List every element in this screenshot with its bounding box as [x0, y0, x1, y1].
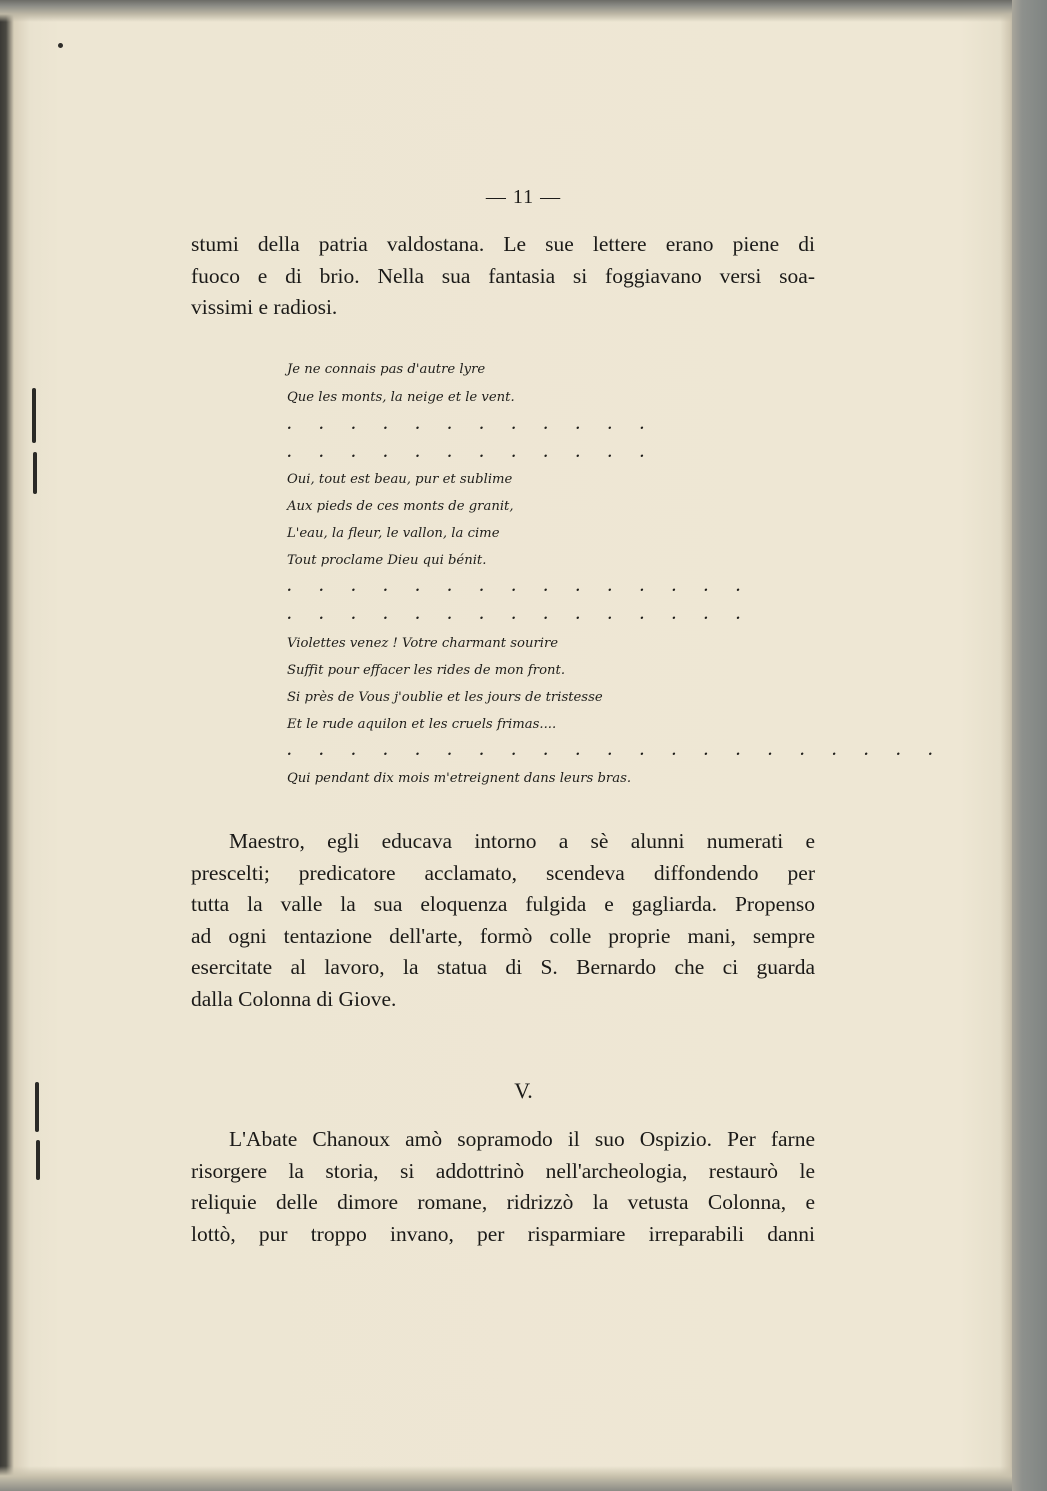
ellipsis-row: . . . . . . . . . . . . . . . . . . . . .	[287, 744, 945, 759]
binding-thread-mark	[33, 452, 37, 494]
verse-line: Violettes venez ! Votre charmant sourire	[287, 636, 559, 651]
verse-line: Que les monts, la neige et le vent.	[287, 390, 515, 405]
verse-line: Et le rude aquilon et les cruels frimas....	[287, 717, 557, 732]
verse-line: Aux pieds de ces monts de granit,	[287, 499, 514, 514]
verse-line: Si près de Vous j'oublie et les jours de tristesse	[287, 690, 603, 705]
ellipsis-row: . . . . . . . . . . . . . . .	[287, 580, 752, 595]
text-line: ad ogni tentazione dell'arte, formò colle proprie mani, sempre	[191, 923, 815, 948]
verse-line: Suffit pour effacer les rides de mon front.	[287, 663, 566, 678]
page-bottom-edge	[0, 1466, 1047, 1491]
ellipsis-row: . . . . . . . . . . . .	[287, 418, 656, 433]
verse-line: Qui pendant dix mois m'etreignent dans leurs bras.	[287, 771, 632, 786]
text-line: dalla Colonna di Giove.	[191, 986, 397, 1011]
section-heading: V.	[514, 1078, 533, 1103]
ellipsis-row: . . . . . . . . . . . . . . .	[287, 608, 752, 623]
verse-line: Je ne connais pas d'autre lyre	[287, 362, 486, 377]
text-line: reliquie delle dimore romane, ridrizzò la vetusta Colonna, e	[191, 1190, 815, 1215]
verse-line: L'eau, la fleur, le vallon, la cime	[287, 526, 500, 541]
verse-line: Oui, tout est beau, pur et sublime	[287, 472, 513, 487]
paragraph-abate	[191, 1124, 815, 1250]
text-line: esercitate al lavoro, la statua di S. Bernardo che ci guarda	[191, 955, 815, 980]
paragraph-maestro	[191, 826, 815, 1016]
text-line: Maestro, egli educava intorno a sè alunni numerati e	[229, 829, 815, 853]
text-line: stumi della patria valdostana. Le sue lettere erano piene di	[191, 232, 815, 256]
text-line: L'Abate Chanoux amò sopramodo il suo Ospizio. Per farne	[229, 1127, 815, 1151]
binding-thread-mark	[36, 1140, 40, 1180]
text-line: fuoco e di brio. Nella sua fantasia si foggiavano versi soa-	[191, 263, 815, 288]
ink-speck	[58, 43, 63, 48]
page-number: — 11 —	[485, 186, 562, 208]
text-line: lottò, pur troppo invano, per risparmiare irreparabili danni	[191, 1221, 815, 1246]
verse-line: Tout proclame Dieu qui bénit.	[287, 553, 487, 568]
ellipsis-row: . . . . . . . . . . . .	[287, 446, 656, 461]
text-line: prescelti; predicatore acclamato, scendeva diffondendo per	[191, 860, 815, 885]
text-line: tutta la valle la sua eloquenza fulgida e gagliarda. Propenso	[191, 892, 815, 917]
text-line: risorgere la storia, si addottrinò nell'archeologia, restaurò le	[191, 1158, 815, 1183]
book-cover-edge	[1012, 0, 1047, 1491]
paragraph-intro	[191, 229, 815, 324]
text-line: vissimi e radiosi.	[191, 295, 338, 320]
binding-thread-mark	[32, 388, 36, 443]
page-top-edge	[0, 0, 1047, 22]
